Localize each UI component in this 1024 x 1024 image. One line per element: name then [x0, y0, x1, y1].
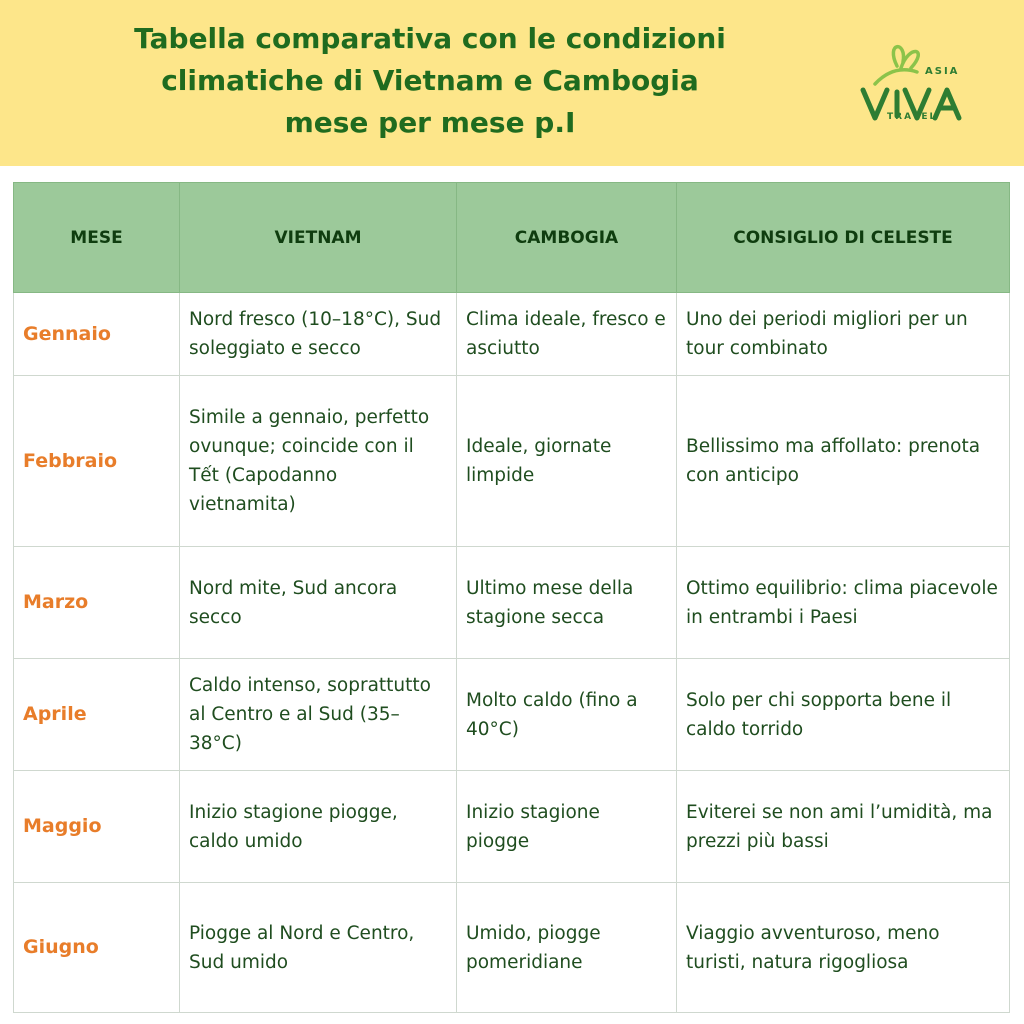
table-header-row	[14, 183, 1010, 293]
month-cell: Maggio	[14, 771, 180, 883]
column-header-vietnam: VIETNAM	[180, 183, 457, 293]
vietnam-cell: Nord mite, Sud ancora secco	[180, 547, 457, 659]
table-row	[14, 547, 1010, 659]
page-title	[80, 18, 780, 144]
logo-travel-text: TRAVEL	[887, 112, 938, 122]
table-row	[14, 771, 1010, 883]
table-row	[14, 659, 1010, 771]
logo-asia-text: ASIA	[925, 66, 960, 77]
cambogia-cell: Umido, piogge pomeridiane	[457, 883, 677, 1013]
cambogia-cell: Molto caldo (fino a 40°C)	[457, 659, 677, 771]
column-header-mese: MESE	[14, 183, 180, 293]
month-cell: Gennaio	[14, 293, 180, 376]
title-line: climatiche di Vietnam e Cambogia	[161, 64, 699, 97]
title-line: mese per mese p.I	[284, 106, 576, 139]
consiglio-cell: Uno dei periodi migliori per un tour combinato	[677, 293, 1010, 376]
cambogia-cell: Clima ideale, fresco e asciutto	[457, 293, 677, 376]
cambogia-cell: Ideale, giornate limpide	[457, 376, 677, 547]
table-row	[14, 293, 1010, 376]
vietnam-cell: Simile a gennaio, perfetto ovunque; coincide con il Tết (Capodanno vietnamita)	[180, 376, 457, 547]
column-header-cambogia: CAMBOGIA	[457, 183, 677, 293]
vietnam-cell: Inizio stagione piogge, caldo umido	[180, 771, 457, 883]
cambogia-cell: Inizio stagione piogge	[457, 771, 677, 883]
cambogia-cell: Ultimo mese della stagione secca	[457, 547, 677, 659]
consiglio-cell: Bellissimo ma affollato: prenota con anticipo	[677, 376, 1010, 547]
month-cell: Aprile	[14, 659, 180, 771]
vietnam-cell: Caldo intenso, soprattutto al Centro e al Sud (35–38°C)	[180, 659, 457, 771]
climate-comparison-table	[13, 182, 1010, 1013]
consiglio-cell: Viaggio avventuroso, meno turisti, natura rigogliosa	[677, 883, 1010, 1013]
month-cell: Giugno	[14, 883, 180, 1013]
month-cell: Febbraio	[14, 376, 180, 547]
consiglio-cell: Ottimo equilibrio: clima piacevole in entrambi i Paesi	[677, 547, 1010, 659]
month-cell: Marzo	[14, 547, 180, 659]
column-header-consiglio: CONSIGLIO DI CELESTE	[677, 183, 1010, 293]
consiglio-cell: Solo per chi sopporta bene il caldo torrido	[677, 659, 1010, 771]
consiglio-cell: Eviterei se non ami l’umidità, ma prezzi più bassi	[677, 771, 1010, 883]
table-row	[14, 883, 1010, 1013]
vietnam-cell: Piogge al Nord e Centro, Sud umido	[180, 883, 457, 1013]
butterfly-icon	[875, 47, 918, 84]
vietnam-cell: Nord fresco (10–18°C), Sud soleggiato e secco	[180, 293, 457, 376]
table-row	[14, 376, 1010, 547]
title-line: Tabella comparativa con le condizioni	[134, 22, 726, 55]
